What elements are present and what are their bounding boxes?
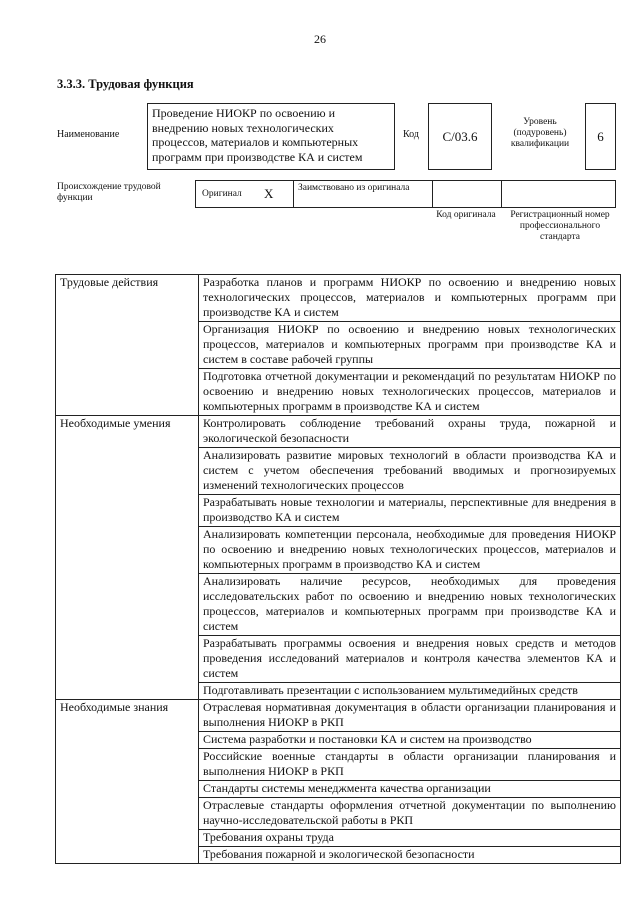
table-cell: Стандарты системы менеджмента качества организации [199,781,621,798]
table-row [56,275,621,322]
table-cell: Система разработки и постановки КА и систем на производство [199,732,621,749]
labor-function-table [55,274,621,864]
table-cell: Отраслевая нормативная документация в области организации планирования и выполнения НИОКР в РКП [199,700,621,732]
origin-label: Происхождение трудовой функции [57,182,161,203]
table-cell: Разрабатывать новые технологии и материалы, перспективные для внедрения в производство КА и систем [199,495,621,527]
registration-number-cell [502,181,615,207]
table-row [56,416,621,448]
level-label: Уровень (подуровень) квалификации [510,117,570,149]
table-cell: Разработка планов и программ НИОКР по освоению и внедрению новых технологических процессов, материалов и компьютерных программ при производстве КА и систем [199,275,621,322]
category-labor-actions: Трудовые действия [56,275,199,416]
registration-number-caption: Регистрационный номер профессионального стандарта [510,210,610,242]
table-cell: Требования пожарной и экологической безопасности [199,847,621,864]
section-heading: 3.3.3. Трудовая функция [57,77,194,91]
category-required-knowledge: Необходимые знания [56,700,199,864]
original-cell [196,181,294,207]
name-label: Наименование [57,129,120,140]
code-value: С/03.6 [442,128,478,144]
table-cell: Подготовка отчетной документации и рекомендаций по результатам НИОКР по освоению и внедрению новых технологических процессов, материалов и компьютерных программ в производстве КА и систем [199,369,621,416]
original-code-cell [433,181,502,207]
table-cell: Отраслевые стандарты оформления отчетной документации по выполнению научно-исследовательской работы в РКП [199,798,621,830]
code-label: Код [403,129,419,140]
function-name: Проведение НИОКР по освоению и внедрению новых технологических процессов, материалов и компьютерных программ при производстве КА и систем [152,106,363,164]
level-box [585,103,616,170]
table-cell: Организация НИОКР по освоению и внедрению новых технологических процессов, материалов и компьютерных программ при производстве КА и систем в составе рабочей группы [199,322,621,369]
original-code-caption: Код оригинала [436,210,496,220]
origin-row [195,180,616,208]
category-required-skills: Необходимые умения [56,416,199,700]
table-cell: Анализировать развитие мировых технологий в области производства КА и систем с учетом обеспечения требований вводимых и прогнозируемых изменений технологических процессов [199,448,621,495]
table-cell: Анализировать компетенции персонала, необходимые для проведения НИОКР по освоению и внедрению новых технологических процессов, материалов и компьютерных программ в производство КА и систем [199,527,621,574]
table-cell: Требования охраны труда [199,830,621,847]
code-box [428,103,492,170]
original-mark: X [264,186,274,201]
table-cell: Российские военные стандарты в области организации планирования и выполнения НИОКР в РКП [199,749,621,781]
table-cell: Разрабатывать программы освоения и внедрения новых средств и методов проведения исследований материалов и контроля качества элементов КА и систем [199,636,621,683]
table-cell: Подготавливать презентации с использованием мультимедийных средств [199,683,621,700]
borrowed-label: Заимствовано из оригинала [298,183,410,193]
function-name-box [147,103,395,170]
table-cell: Анализировать наличие ресурсов, необходимых для проведения исследовательских работ по освоению и внедрению новых технологических процессов, материалов и компьютерных программ при производстве КА и систем [199,574,621,636]
page-number: 26 [314,32,326,46]
table-cell: Контролировать соблюдение требований охраны труда, пожарной и экологической безопасности [199,416,621,448]
level-value: 6 [597,128,604,144]
table-row [56,700,621,732]
borrowed-cell [294,181,433,207]
original-label: Оригинал [202,189,242,199]
